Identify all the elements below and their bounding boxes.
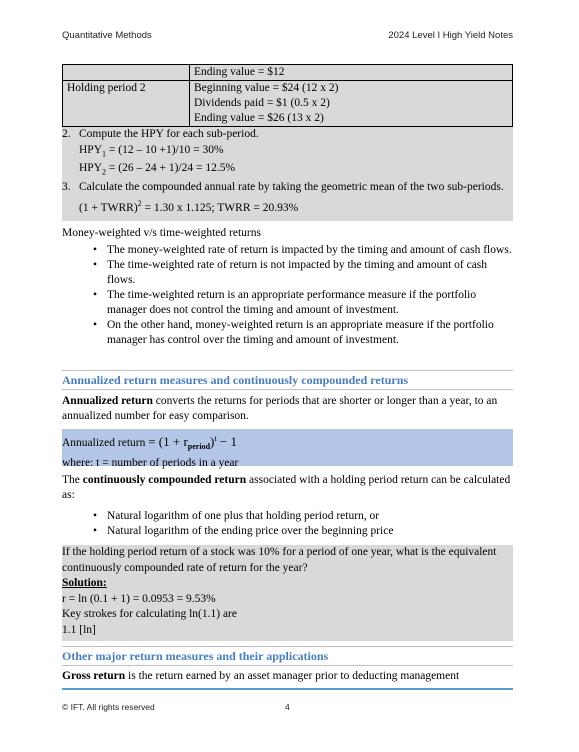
mw-vs-tw-list (62, 243, 513, 348)
cc-list (62, 509, 513, 539)
table-row (63, 81, 513, 127)
mw-vs-tw-title: Money-weighted v/s time-weighted returns (62, 227, 261, 239)
cc-section (62, 473, 513, 539)
footer-divider (62, 688, 513, 690)
mw-vs-tw-section (62, 226, 513, 348)
cc-paragraph: The continuously compounded return associated with a holding period return can be calculated as: (62, 474, 511, 501)
list-item: • The time-weighted rate of return is not impacted by the timing and amount of cash flows. (93, 258, 513, 288)
table-cell-label (63, 65, 190, 81)
solution-steps (62, 127, 513, 221)
solution-line: r = ln (0.1 + 1) = 0.0953 = 9.53% (62, 592, 216, 605)
list-item: • The money-weighted rate of return is impacted by the timing and amount of cash flows. (93, 243, 513, 258)
solution-line: 1.1 [ln] (62, 623, 96, 636)
list-item: • Natural logarithm of one plus that holding period return, or (93, 509, 513, 524)
step-2: 2. Compute the HPY for each sub-period. (62, 128, 259, 140)
gross-return-paragraph: Gross return is the return earned by an asset manager prior to deducting management (62, 670, 460, 682)
header-notes-title: 2024 Level I High Yield Notes (388, 30, 513, 41)
annualized-paragraph: Annualized return converts the returns for periods that are shorter or longer than a year, to an annualized number for easy comparison. (62, 395, 498, 422)
step-3: 3. Calculate the compounded annual rate by taking the geometric mean of the two sub-periods. (62, 181, 504, 194)
footer-copyright: © IFT. All rights reserved (62, 702, 155, 712)
page-number: 4 (285, 702, 290, 712)
formula-line: Annualized return = $(1 + r_{period})^t - 1$ (62, 433, 237, 452)
hpy1-line: $HPY_1 = (12 - 10 +1)/10 = 30\%$ (79, 143, 224, 158)
hpy2-line: $HPY_2 = (26 - 24 + 1)/24 = 12.5\%$ (79, 162, 236, 177)
holding-period-table (62, 64, 513, 127)
solution-line: Key strokes for calculating ln(1.1) are (62, 608, 237, 620)
section-heading-annualized: Annualized return measures and continuously compounded returns (62, 370, 513, 390)
list-item: • The time-weighted return is an appropriate performance measure if the portfolio manager does not control the timing and amount of investment. (93, 288, 513, 318)
list-item: • On the other hand, money-weighted return is an appropriate measure if the portfolio manager has control over the timing and amount of investment. (93, 318, 513, 348)
table-cell-values (190, 65, 513, 81)
table-line: Ending value = $12 (194, 66, 285, 78)
annualized-formula-box (62, 429, 513, 470)
table-cell-label: Holding period 2 (63, 81, 190, 127)
example-box (62, 545, 513, 641)
table-line: Ending value = $26 (13 x 2) (194, 112, 324, 124)
table-cell-values (190, 81, 513, 127)
solution-label: Solution: (62, 577, 107, 589)
section-heading-other-returns: Other major return measures and their applications (62, 646, 513, 666)
list-item: • Natural logarithm of the ending price over the beginning price (93, 524, 513, 539)
table-line: Dividends paid = $1 (0.5 x 2) (194, 97, 330, 109)
table-line: Beginning value = $24 (12 x 2) (194, 82, 339, 94)
table-row (63, 65, 513, 81)
formula-where: where: t = number of periods in a year (62, 457, 239, 470)
example-question: If the holding period return of a stock was 10% for a period of one year, what is the equivalent continuously compounded rate of return for the year? (62, 546, 497, 574)
twrr-line: (1 + TWRR)$^2$ = 1.30 x 1.125; TWRR = 20.93% (79, 198, 299, 214)
header-subject: Quantitative Methods (62, 30, 152, 41)
